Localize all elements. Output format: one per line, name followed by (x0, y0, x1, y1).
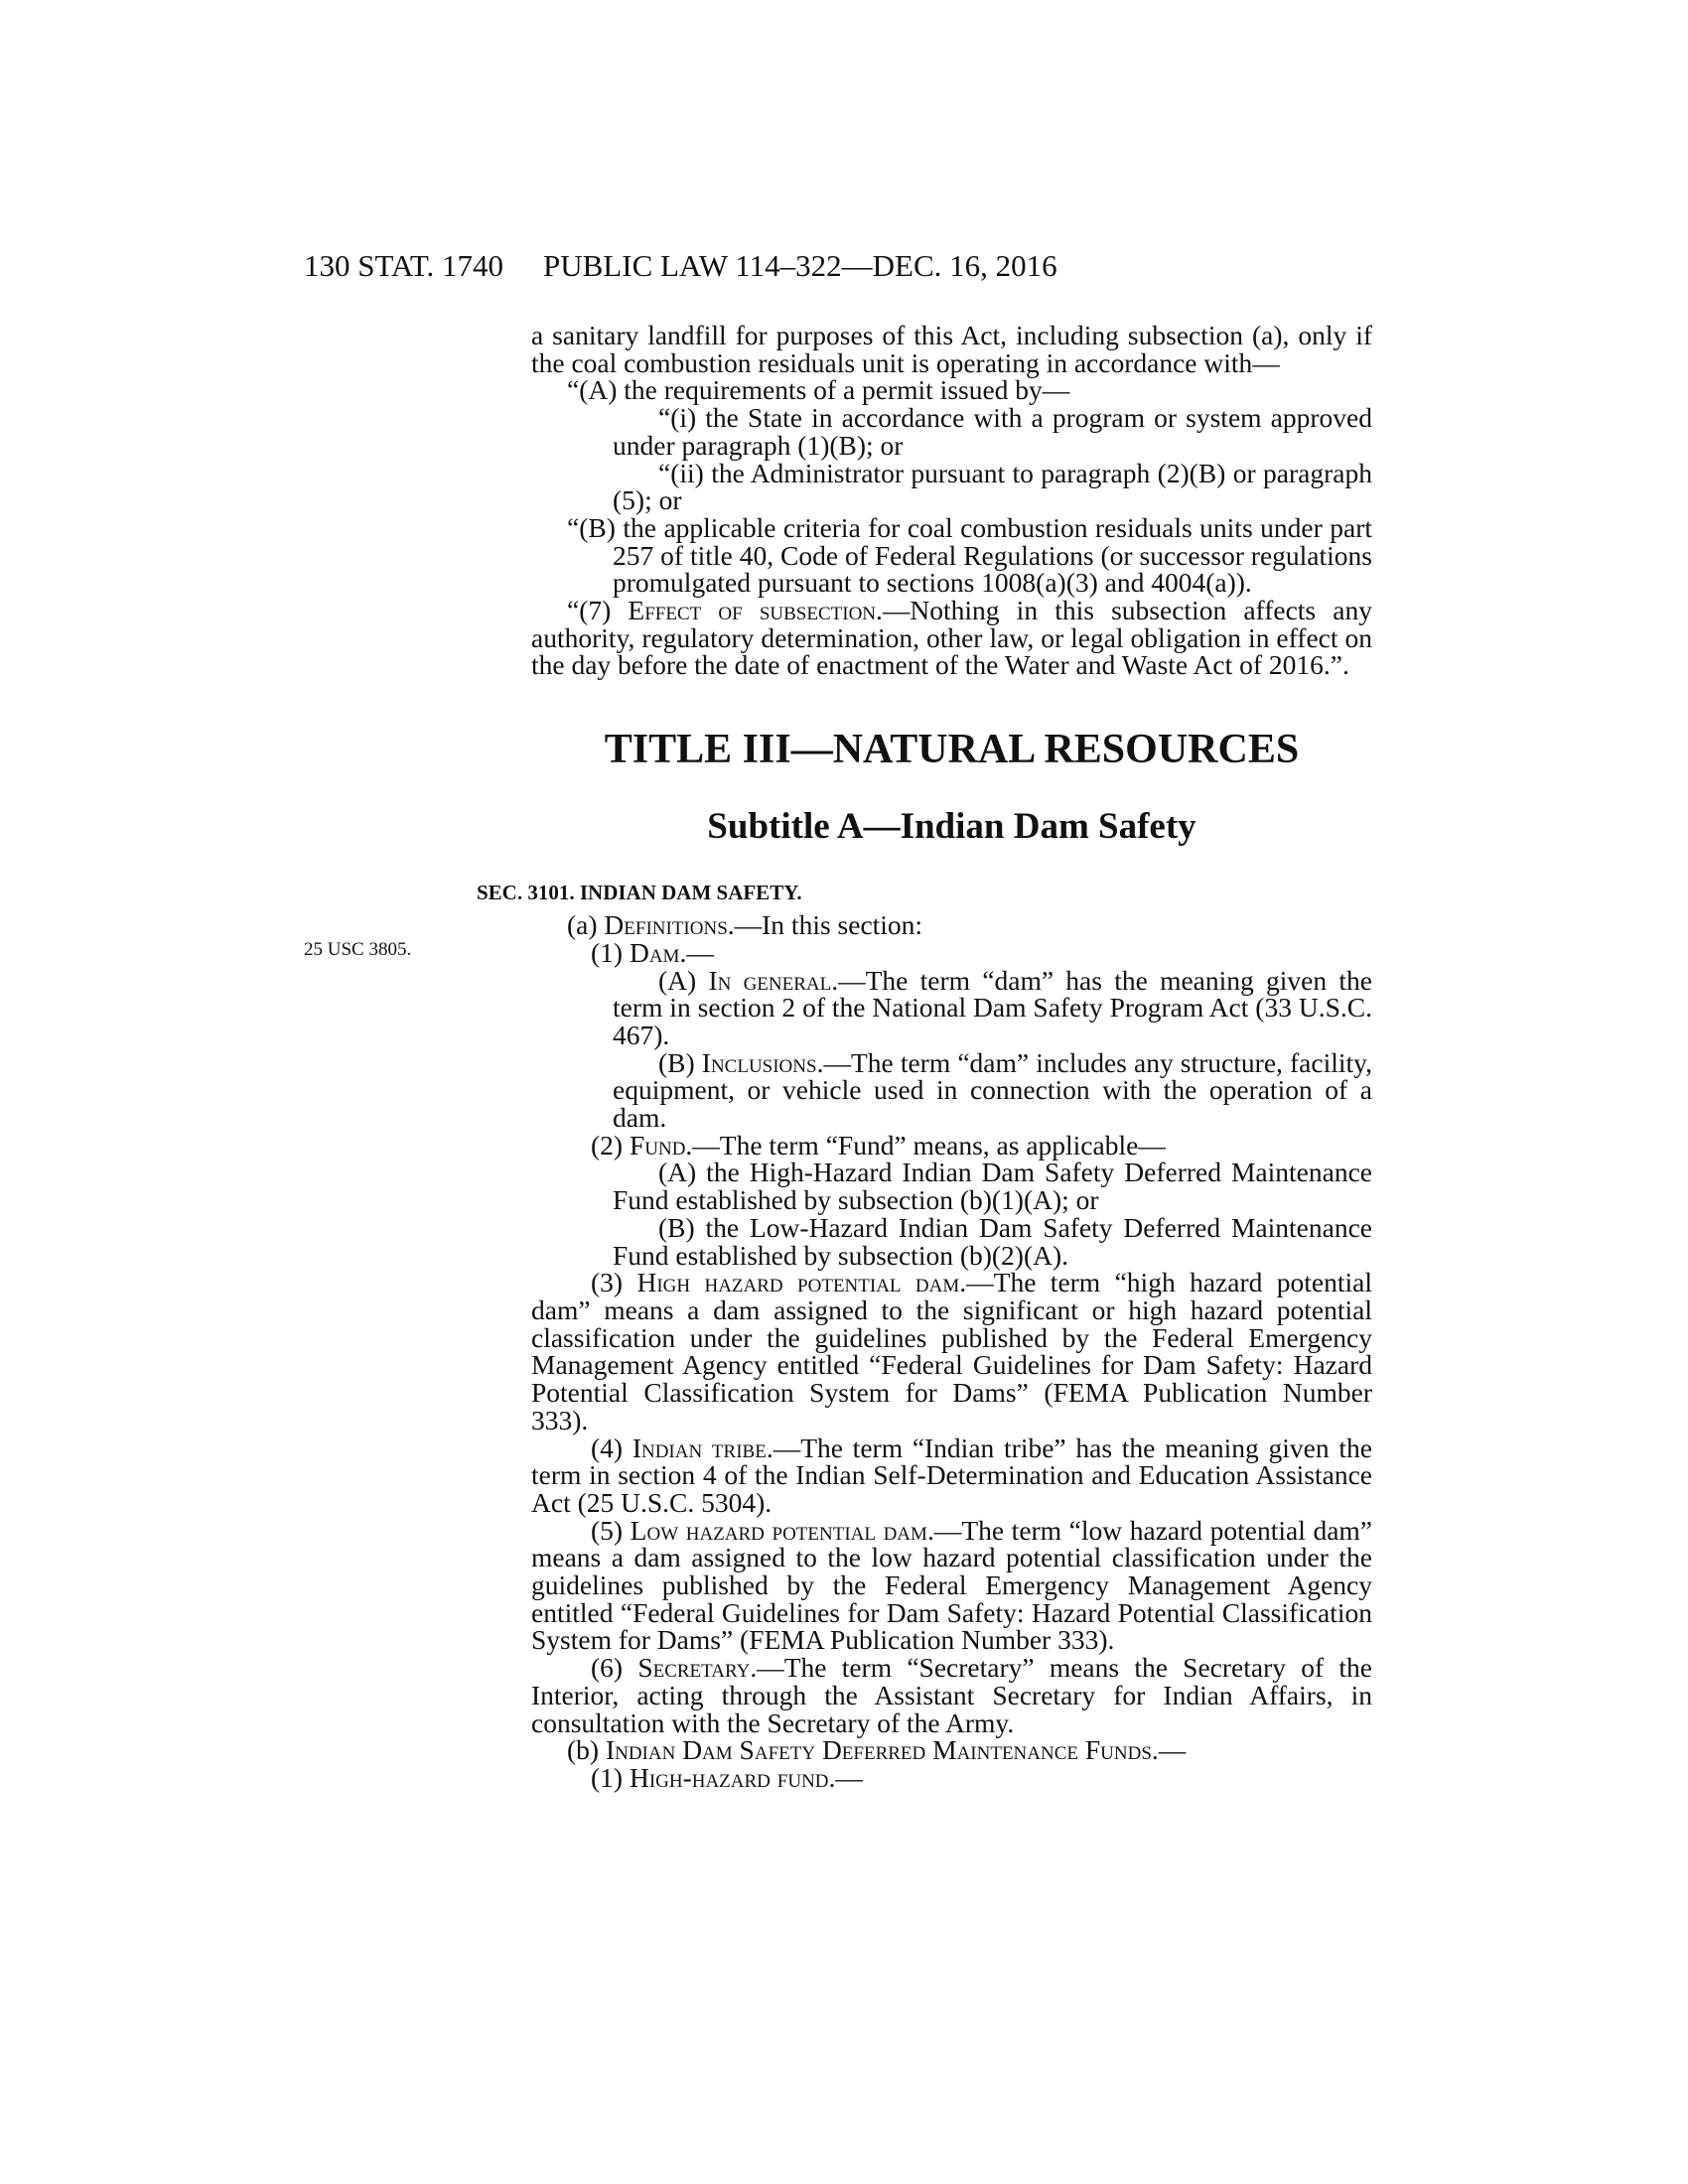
definition-5-heading: Low hazard potential dam (630, 1514, 927, 1546)
definition-2-A: (A) the High-Hazard Indian Dam Safety Deferred Maintenance Fund established by subsection (b)(1)(A); or (613, 1157, 1372, 1216)
section-heading: SEC. 3101. INDIAN DAM SAFETY. (477, 881, 802, 905)
subsection-b-label: (b) (567, 1734, 606, 1766)
paragraph-7-heading: Effect of subsection (628, 595, 877, 626)
subsection-b-heading: Indian Dam Safety Deferred Maintenance Funds (605, 1734, 1152, 1766)
definition-1-B (531, 1046, 1372, 1134)
subsection-a-definitions (531, 911, 1372, 939)
intro-clause-A-i: “(i) the State in accordance with a program or system approved under paragraph (1)(B); or (613, 402, 1372, 461)
subsection-a-label: (a) (567, 909, 605, 941)
paragraph-7-text: .—Nothing in this subsection affects any authority, regulatory determination, other law, or legal obligation in effect on the day before the date of enactment of the Water and Waste Act of 2016.”. (531, 595, 1372, 681)
definition-3-high-hazard (531, 1269, 1372, 1433)
intro-paragraph: a sanitary landfill for purposes of this Act, including subsection (a), only if the coal combustion residuals unit is operating in accordance with— (531, 320, 1372, 378)
intro-clause-B: “(B) the applicable criteria for coal combustion residuals units under part 257 of title 40, Code of Federal Regulations (or successor regulations promulgated pursuant to sections 1008(a)(3) and 4004(a)). (567, 511, 1372, 599)
definition-2-fund (531, 1129, 1372, 1160)
definition-3-heading: High hazard potential dam (636, 1267, 960, 1298)
definition-5-label: (5) (591, 1514, 631, 1546)
body-text-column (477, 320, 1372, 1793)
subtitle-heading: Subtitle A—Indian Dam Safety (707, 806, 1196, 848)
title-heading: TITLE III—NATURAL RESOURCES (604, 727, 1300, 773)
definition-1-A-label: (A) (658, 964, 709, 996)
definition-2-label: (2) (591, 1129, 630, 1160)
intro-clause-A: “(A) the requirements of a permit issued by— (567, 374, 1070, 406)
definition-1-A-text: .—The term “dam” has the meaning given the term in section 2 of the National Dam Safety Program Act (33 U.S.C. 467). (613, 964, 1372, 1050)
statute-page-reference: 130 STAT. 1740 (304, 248, 504, 283)
definition-3-label: (3) (591, 1267, 637, 1298)
subsection-a-text: .—In this section: (727, 909, 923, 941)
definition-6-secretary (531, 1654, 1372, 1736)
definition-1-dam (531, 936, 1372, 968)
public-law-header: PUBLIC LAW 114–322—DEC. 16, 2016 (543, 248, 1057, 283)
paragraph-7-effect (531, 597, 1372, 679)
definition-1-A (531, 964, 1372, 1050)
paragraph-7-label: “(7) (567, 595, 629, 626)
definition-4-label: (4) (591, 1432, 633, 1463)
definition-1-label: (1) (591, 936, 630, 968)
subsection-a-heading: Definitions (604, 909, 728, 941)
paragraph-b-1-high-hazard-fund (531, 1761, 1372, 1793)
definition-4-text: .—The term “Indian tribe” has the meaning given the term in section 4 of the Indian Self-Determination and Education Assistance Act (25 U.S.C. 5304). (531, 1432, 1372, 1518)
subsection-b-funds (531, 1736, 1372, 1764)
definition-2-text: .—The term “Fund” means, as applicable— (685, 1129, 1166, 1160)
definition-1-B-text: .—The term “dam” includes any structure, facility, equipment, or vehicle used in connection with the operation of a dam. (613, 1046, 1372, 1134)
definition-1-B-heading: Inclusions (701, 1046, 817, 1078)
paragraph-b-1-text: .— (828, 1761, 863, 1793)
definition-6-text: .—The term “Secretary” means the Secretary of the Interior, acting through the Assistant Secretary for Indian Affairs, in consultation with the Secretary of the Army. (531, 1652, 1372, 1738)
paragraph-b-1-heading: High-hazard fund (629, 1761, 829, 1793)
definition-1-text: .— (679, 936, 714, 968)
definition-2-B: (B) the Low-Hazard Indian Dam Safety Deferred Maintenance Fund established by subsection (b)(2)(A). (613, 1211, 1372, 1271)
subsection-b-text: .— (1151, 1734, 1187, 1766)
usc-margin-note: 25 USC 3805. (304, 939, 412, 960)
definition-2-heading: Fund (629, 1129, 686, 1160)
definition-1-B-label: (B) (658, 1046, 702, 1078)
paragraph-b-1-label: (1) (591, 1761, 630, 1793)
definition-3-text: .—The term “high hazard potential dam” means a dam assigned to the significant or high hazard potential classification under the guidelines published by the Federal Emergency Management Agency entitled “Federal Guidelines for Dam Safety: Hazard Potential Classification System for Dams” (FEMA Publication Number 333). (531, 1267, 1372, 1435)
definition-1-heading: Dam (629, 936, 680, 968)
definition-5-text: .—The term “low hazard potential dam” means a dam assigned to the low hazard potential classification under the guidelines published by the Federal Emergency Management Agency entitled “Federal Guidelines for Dam Safety: Hazard Potential Classification System for Dams” (FEMA Publication Number 333). (531, 1514, 1372, 1656)
definition-4-heading: Indian tribe (632, 1432, 767, 1463)
intro-clause-A-ii: “(ii) the Administrator pursuant to paragraph (2)(B) or paragraph (5); or (613, 457, 1372, 516)
definition-5-low-hazard (531, 1514, 1372, 1656)
definition-1-A-heading: In general (708, 964, 832, 996)
definition-6-heading: Secretary (637, 1652, 751, 1684)
definition-4-indian-tribe (531, 1434, 1372, 1517)
definition-6-label: (6) (591, 1652, 638, 1684)
